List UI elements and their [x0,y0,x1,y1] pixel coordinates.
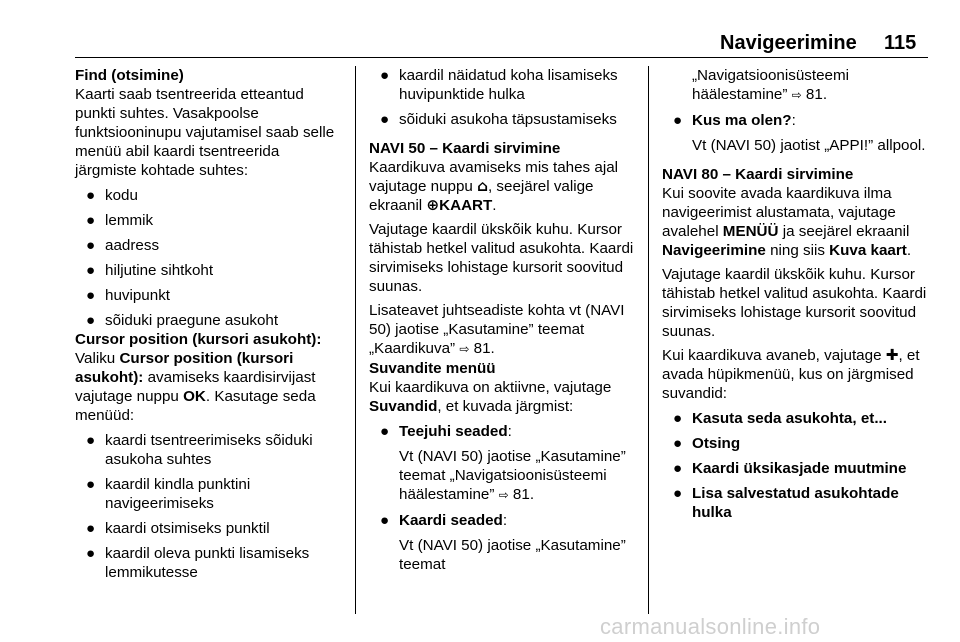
popup-options-list [662,409,932,522]
options-heading: Suvandite menüü [369,360,496,377]
plus-icon: ✚ [885,346,899,364]
list-item: ● Kus ma olen?: [673,112,796,129]
list-item: ● kodu [86,187,138,204]
where-am-i-text: Vt (NAVI 50) jaotist „APPI!” allpool. [692,137,926,154]
page-title: Navigeerimine [720,32,857,54]
list-item: ● hiljutine sihtkoht [86,262,214,279]
bullet-icon: ● [86,545,96,562]
column-1 [75,66,343,582]
column-divider [355,66,356,614]
bullet-icon: ● [86,262,96,279]
bullet-icon: ● [86,432,96,449]
bullet-icon: ● [86,312,96,329]
list-item: ● lemmik [86,212,154,229]
reference-arrow-icon: ⇨ [791,88,802,102]
list-item: ● sõiduki asukoha täpsustamiseks [380,111,617,128]
navi80-text: Kui soovite avada kaardikuva ilma navigeerimist alustamata, vajutage avalehel MENÜÜ ja seejärel ekraanil Navigeerimine ning siis Kuva kaart. [662,185,912,259]
list-item: ● Otsing [673,435,741,452]
column-divider [648,66,649,614]
bullet-icon: ● [86,187,96,204]
map-globe-icon: ⊕ [426,196,440,214]
guidance-settings-text: Vt (NAVI 50) jaotise „Kasutamine” teemat „Navigatsioonisüsteemi häälestamine” ⇨ 81. [399,448,626,503]
reference-arrow-icon: ⇨ [459,342,470,356]
bullet-icon: ● [86,287,96,304]
list-item: ● huvipunkt [86,287,171,304]
cursor-heading: Cursor position (kursori asukoht): [75,331,322,348]
list-item: ● kaardi otsimiseks punktil [86,520,270,537]
list-item: ● Kaardi seaded: [380,512,508,529]
bullet-icon: ● [86,237,96,254]
bullet-icon: ● [380,111,390,128]
bullet-icon: ● [380,423,390,440]
navi50-text: Kaardikuva avamiseks mis tahes ajal vajutage nuppu ⌂, seejärel valige ekraanil ⊕KAART. [369,159,619,214]
list-item: ● kaardil kindla punktini navigeerimiseks [86,476,251,512]
list-item: ● Kaardi üksikasjade muutmine [673,460,907,477]
list-item: ● kaardil oleva punkti lisamiseks lemmikutesse [86,545,310,581]
bullet-icon: ● [86,212,96,229]
bullet-icon: ● [673,410,683,427]
find-text: Kaarti saab tsentreerida etteantud punkti suhtes. Vasakpoolse funktsiooninupu vajutamisel saab selle menüü abil kaardi tsentreerida järgmiste kohtade suhtes: [75,86,335,179]
list-item: ● kaardil näidatud koha lisamiseks huvipunktide hulka [380,67,618,103]
watermark: carmanualsonline.info [600,614,821,639]
column-3 [662,66,932,522]
navi50-para2: Vajutage kaardil ükskõik kuhu. Kursor tähistab hetkel valitud asukohta. Kaardi sirvimiseks lohistage kursorit soovitud suunas. [369,221,634,295]
list-item: ● Kasuta seda asukohta, et... [673,410,887,427]
continued-text: „Navigatsioonisüsteemi häälestamine” ⇨ 81. [692,67,850,103]
list-item: ● sõiduki praegune asukoht [86,312,279,329]
find-list [75,186,343,330]
bullet-icon: ● [380,512,390,529]
options-list [369,422,639,441]
navi80-para2: Vajutage kaardil ükskõik kuhu. Kursor tähistab hetkel valitud asukohta. Kaardi sirvimiseks lohistage kursorit soovitud suunas. [662,266,927,340]
bullet-icon: ● [86,520,96,537]
cursor-text: Valiku Cursor position (kursori asukoht): avamiseks kaardisirvijast vajutage nuppu OK. Kasutage seda menüüd: [75,350,316,424]
bullet-icon: ● [673,112,683,129]
navi50-para3: Lisateavet juhtseadiste kohta vt (NAVI 50) jaotise „Kasutamine” teemat „Kaardikuva” ⇨ 81. [369,302,625,357]
bullet-icon: ● [673,485,683,502]
navi50-heading: NAVI 50 – Kaardi sirvimine [369,140,561,157]
bullet-icon: ● [673,460,683,477]
navi80-para3: Kui kaardikuva avaneb, vajutage ✚, et avada hüpikmenüü, kus on järgmised suvandid: [662,346,920,402]
bullet-icon: ● [86,476,96,493]
find-heading: Find (otsimine) [75,67,184,84]
home-icon: ⌂ [477,177,488,195]
top-list [369,66,639,129]
navi80-heading: NAVI 80 – Kaardi sirvimine [662,166,854,183]
reference-arrow-icon: ⇨ [498,488,509,502]
column-2 [369,66,639,574]
list-item: ● Teejuhi seaded: [380,423,512,440]
cursor-list [75,431,343,582]
page-number: 115 [884,32,917,54]
list-item: ● aadress [86,237,160,254]
list-item: ● Lisa salvestatud asukohtade hulka [673,485,899,521]
page-header [0,0,960,56]
options-text: Kui kaardikuva on aktiivne, vajutage Suvandid, et kuvada järgmist: [369,379,612,415]
bullet-icon: ● [673,435,683,452]
header-rule [75,57,928,58]
map-settings-text: Vt (NAVI 50) jaotise „Kasutamine” teemat [399,537,626,573]
bullet-icon: ● [380,67,390,84]
list-item: ● kaardi tsentreerimiseks sõiduki asukoha suhtes [86,432,313,468]
